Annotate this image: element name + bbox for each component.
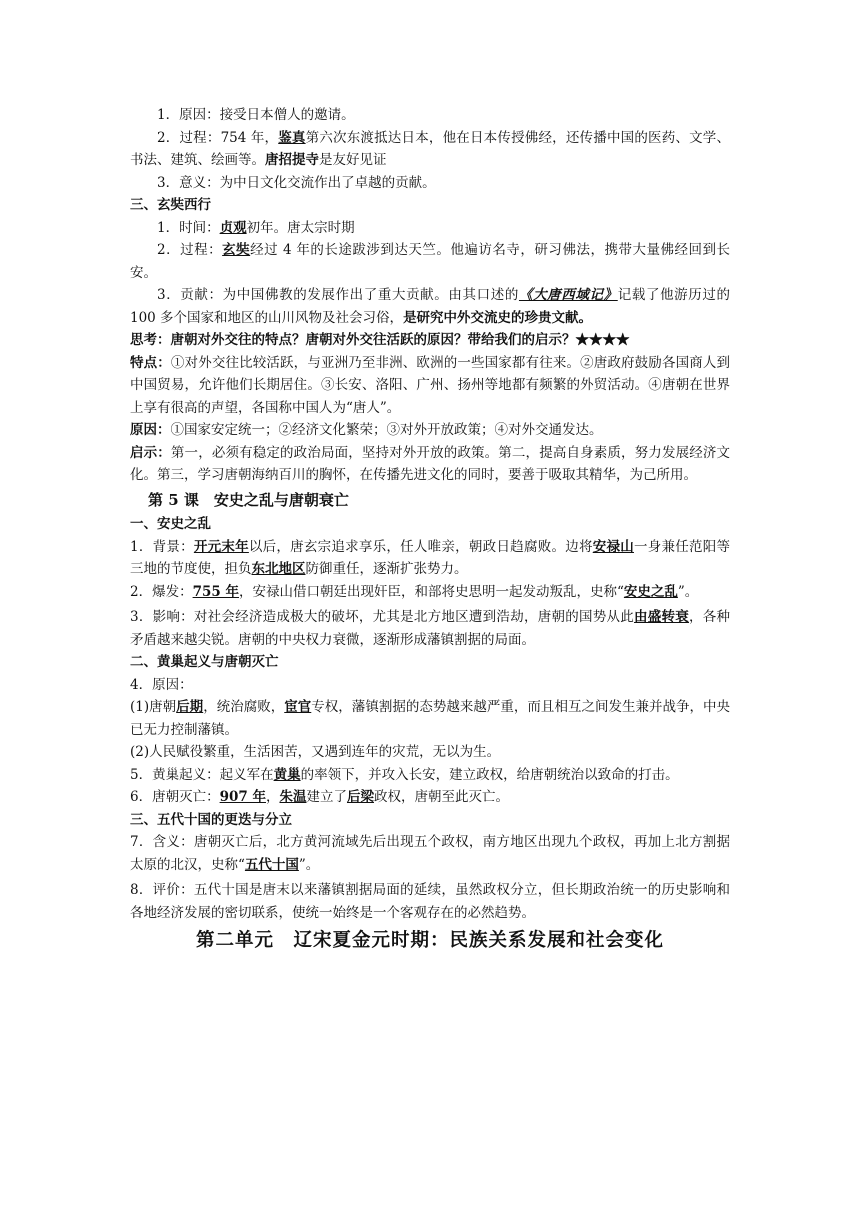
text: ，安禄山借口朝廷出现奸臣，和部将史思明一起发动叛乱，史称“	[238, 583, 624, 600]
text: 初年。唐太宗时期	[246, 219, 355, 236]
keyword-xuanzang: 玄奘	[222, 242, 251, 258]
text: 1．原因：接受日本僧人的邀请。	[157, 107, 355, 123]
text: 2．过程：	[157, 242, 223, 258]
paragraph-impact	[130, 606, 730, 651]
emphasis-text: 是研究中外交流史的珍贵文献。	[403, 309, 593, 326]
text: 3．贡献：为中国佛教的发展作出了重大贡献。由其口述的	[157, 287, 519, 303]
keyword: 宦官	[284, 699, 312, 715]
text: 政权，唐朝至此灭亡。	[373, 789, 509, 805]
text: 第一，必须有稳定的政治局面，坚持对外开放的政策。第二，提高自身素质，努力发展经济文化。第三，学习唐朝海纳百川的胸怀，在传播先进文化的同时，要善于吸取其精华，为己所用。	[130, 444, 731, 483]
text: 第六次东渡抵达日本，他在日本传授佛经，还传播中国的医药、文学、书法、建筑、绘画等。	[130, 129, 731, 168]
paragraph-features	[130, 352, 730, 420]
text: 一身兼任范阳等三地的节度使，担负	[130, 538, 731, 577]
text: 3．意义：为中日文化交流作出了卓越的贡献。	[157, 174, 436, 191]
text: (1)唐朝	[130, 699, 177, 715]
label-reasons: 原因：	[130, 422, 171, 438]
keyword-zhenguan: 贞观	[219, 219, 247, 236]
text: 经过 4 年的长途跋涉到达天竺。他遍访名寺，研习佛法，携带大量佛经回到长安。	[130, 242, 731, 281]
keyword-toshodaiji: 唐招提寺	[265, 152, 319, 168]
keyword: 东北地区	[251, 561, 306, 577]
text: 防御重任，逐渐扩张势力。	[305, 561, 468, 577]
paragraph-cause-1	[130, 696, 730, 741]
label-insights: 启示：	[130, 444, 171, 461]
text: ，统治腐败，	[203, 699, 285, 715]
keyword: 后期	[176, 699, 204, 715]
text: ”。	[677, 583, 699, 600]
text: 3．影响：对社会经济造成极大的破坏，尤其是北方地区遭到浩劫，唐朝的国势从此	[130, 609, 634, 625]
text: ，	[265, 789, 280, 805]
keyword: 907 年	[219, 789, 266, 805]
paragraph-process	[130, 127, 730, 172]
paragraph-significance	[130, 172, 730, 195]
paragraph-insights	[130, 442, 730, 487]
keyword: 后梁	[346, 789, 374, 805]
section-heading: 三、玄奘西行	[130, 197, 211, 213]
keyword: 由盛转衰	[633, 609, 689, 625]
text: 7．含义：唐朝灭亡后，北方黄河流域先后出现五个政权，南方地区出现九个政权，再加上北方割据太原的北汉，史称“	[130, 834, 730, 873]
text: 2．过程：754 年，	[157, 129, 279, 146]
text: ，各种矛盾越来越尖锐。唐朝的中央权力衰微，逐渐形成藩镇割据的局面。	[130, 609, 731, 648]
keyword: 安禄山	[592, 538, 634, 555]
paragraph-time	[130, 217, 730, 240]
keyword: 朱温	[279, 789, 307, 805]
text: 1．时间：	[157, 219, 220, 236]
paragraph-outbreak	[130, 581, 730, 604]
text: 专权，藩镇割据的态势越来越严重，而且相互之间发生兼并战争，中央已无力控制藩镇。	[130, 699, 731, 738]
keyword: 安史之乱	[623, 583, 678, 600]
text: 以后，唐玄宗追求享乐，任人唯亲，朝政日趋腐败。边将	[248, 538, 593, 555]
text: 的率领下，并攻入长安，建立政权，给唐朝统治以致命的打击。	[300, 766, 679, 783]
paragraph-background	[130, 536, 730, 581]
text: ”。	[298, 856, 320, 873]
text: 6．唐朝灭亡：	[130, 789, 220, 805]
section-heading: 三、五代十国的更迭与分立	[130, 811, 292, 828]
section-heading: 二、黄巢起义与唐朝灭亡	[130, 654, 279, 670]
paragraph-reason	[130, 104, 730, 127]
think-question: 思考：唐朝对外交往的特点？唐朝对外交往活跃的原因？带给我们的启示？★★★★	[130, 332, 630, 348]
text: 2．爆发：	[130, 583, 193, 600]
paragraph-huangchao	[130, 764, 730, 787]
label-features: 特点：	[130, 354, 171, 371]
paragraph-process	[130, 239, 730, 284]
section-heading: 一、安史之乱	[130, 516, 211, 532]
paragraph-tang-fall	[130, 786, 730, 809]
lesson-title: 第 5 课 安史之乱与唐朝衰亡	[148, 490, 349, 509]
document-page	[130, 104, 730, 953]
text: 建立了	[306, 789, 347, 805]
paragraph-causes: 4．原因：	[130, 676, 193, 693]
paragraph-reasons	[130, 419, 730, 442]
keyword: 黄巢	[273, 766, 301, 783]
text: 记载了他游历过的 100 多个国家和地区的山川风物及社会习俗，	[130, 287, 731, 326]
paragraph-meaning	[130, 831, 730, 876]
unit-title: 第二单元 辽宋夏金元时期：民族关系发展和社会变化	[195, 930, 664, 951]
keyword: 开元末年	[193, 538, 249, 555]
text: ①对外交往比较活跃，与亚洲乃至非洲、欧洲的一些国家都有往来。②唐政府鼓励各国商人到中国贸易，允许他们长期居住。③长安、洛阳、广州、扬州等地都有频繁的外贸活动。④唐朝在世界上享有很高的声望，各国称中国人为“唐人”。	[130, 354, 731, 416]
paragraph-evaluation: 8．评价：五代十国是唐末以来藩镇割据局面的延续，虽然政权分立，但长期政治统一的历史影响和各地经济发展的密切联系，使统一始终是一个客观存在的必然趋势。	[130, 882, 730, 921]
text: 5．黄巢起义：起义军在	[130, 766, 274, 783]
keyword-datang-xiyuji: 《大唐西域记》	[518, 287, 618, 303]
keyword: 五代十国	[244, 856, 299, 873]
keyword: 755 年	[192, 583, 239, 600]
text: 1．背景：	[130, 538, 194, 555]
text: ①国家安定统一；②经济文化繁荣；③对外开放政策；④对外交通发达。	[170, 422, 603, 438]
text: 是友好见证	[319, 152, 387, 168]
paragraph-cause-2: (2)人民赋役繁重，生活困苦，又遇到连年的灾荒，无以为生。	[130, 744, 501, 760]
keyword-jianzhen: 鉴真	[278, 129, 306, 146]
paragraph-contribution	[130, 284, 730, 329]
